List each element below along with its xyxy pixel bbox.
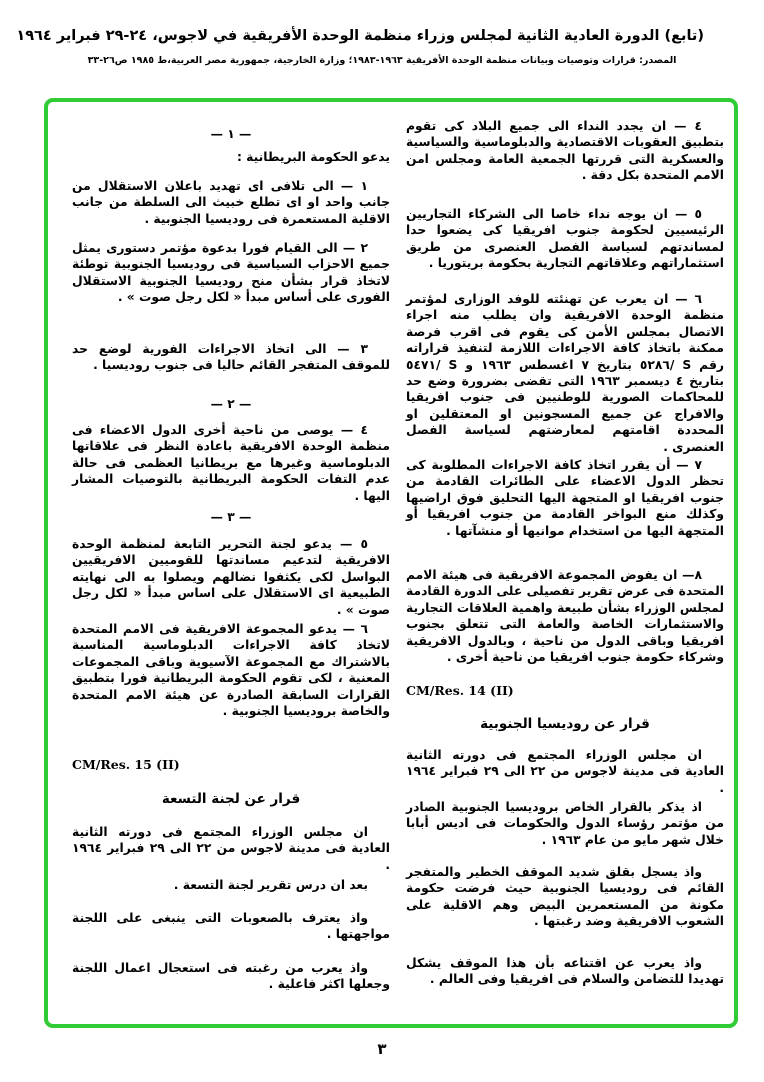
left-preamble-3: واذ يعترف بالصعوبات التى ينبغى على اللجنة مواجهتها . [72, 911, 390, 942]
preamble-1: ان مجلس الوزراء المجتمع فى دورته الثانية العادية فى مدينة لاجوس من ٢٢ الى ٢٩ فبراير ١٩٦٤ . [406, 748, 724, 795]
item-6: ٦ — يدعو المجموعة الافريقية فى الامم المتحدة لاتخاذ كافة الاجراءات الدبلوماسية المناسبة بالاشتراك مع المجموعة الآسيوية وباقى المجموعات المعنية ، لكى تقوم الحكومة البريطانية فورا بتطبيق القرارات السابقة الصادرة عن هيئة الامم المتحدة والخاصة بروديسيا الجنوبية . [72, 622, 390, 719]
item-4: ٤ — يوصى من ناحية أخرى الدول الاعضاء فى منظمة الوحدة الافريقية باعادة النظر فى علاقاتها الدبلوماسية وغيرها مع بريطانيا العظمى فى حالة عدم التفات الحكومة البريطانية بالتوصيات المشار اليها . [72, 423, 390, 503]
preamble-3: واذ يسجل بقلق شديد الموقف الخطير والمتفجر القائم فى روديسيا الجنوبية حيث فرضت حكومة مكونة من المستعمرين البيض وهم الاقلية على الشعوب الافريقية وضد رغبتها . [406, 865, 724, 929]
paragraph-7: ٧ — أن يقرر اتخاذ كافة الاجراءات المطلوبة كى تحظر الدول الاعضاء على الطائرات القادمة من جنوب افريقيا او المتجهة اليها التحليق فوق اراضيها وكذلك منع البواخر القادمة من جنوب افريقيا أو المتجهة اليها من استخدام موانيها أو منشآتها . [406, 458, 724, 538]
paragraph-5: ٥ — ان يوجه نداء خاصا الى الشركاء التجاريين الرئيسيين لحكومة جنوب افريقيا كى يضعوا حدا لمساندتهم لسياسة الفصل العنصرى من طريق استثماراتهم وعلاقاتهم التجارية بحكومة بريتوريا . [406, 207, 724, 271]
item-1: ١ — الى تلافى اى تهديد باعلان الاستقلال من جانب واحد او اى تطلع خبيث الى السلطة من جانب الاقلية المستعمرة فى روديسيا الجنوبية . [72, 179, 390, 226]
paragraph-4: ٤ — ان يجدد النداء الى جميع البلاد كى تقوم بتطبيق العقوبات الاقتصادية والدبلوماسية والسياسية والعسكرية التى قررتها الجمعية العامة ومجلس امن الامم المتحدة بكل دقة . [406, 119, 724, 183]
paragraph-8: ٨— ان يفوض المجموعة الافريقية فى هيئة الامم المتحدة فى عرض تقرير تفصيلى على الدورة القادمة لمجلس الوزراء بشأن طبيعة واهمية العلاقات التجارية والاستثمارات الخاصة والعامة التى تتعلق بجنوب افريقيا وباقى الدول من ناحية ، وبالدول الافريقية وشركاء حكومة جنوب افريقيا من ناحية أخرى . [406, 568, 724, 665]
left-preamble-1: ان مجلس الوزراء المجتمع فى دورته الثانية العادية فى مدينة لاجوس من ٢٢ الى ٢٩ فبراير ١٩٦٤ . [72, 825, 390, 872]
source-citation: المصدر: قرارات وتوصيات وبيانات منظمة الوحدة الأفريقية ١٩٦٣-١٩٨٣؛ وزارة الخارجية، جمهورية مصر العربية،ط ١٩٨٥ ص٢٦-٣٣ [87, 55, 677, 66]
left-preamble-2: بعد ان درس تقرير لجنة التسعة . [173, 878, 368, 892]
preamble-4: واذ يعرب عن اقتناعه بأن هذا الموقف يشكل تهديدا للتضامن والسلام فى افريقيا وفى العالم . [406, 956, 724, 987]
paragraph-6: ٦ — ان يعرب عن تهنئته للوفد الوزارى لمؤتمر منظمة الوحدة الافريقية وان يطلب منه اجراء الاتصال بمجلس الأمن كى يقوم فى اقرب فرصة ممكنة باتخاذ كافة الاجراءات اللازمة لتنفيذ قراراته رقم S /٥٢٨٦ بتاريخ ٧ اغسطس ١٩٦٣ و S /٥٤٧١ بتاريخ ٤ ديسمبر ١٩٦٣ التى تقضى بضرورة وضع حد للمحاكمات الصورية للوطنيين فى جنوب افريقيا والافراج عن جميع المسجونين او المعتقلين او المحددة اقامتهم لمعارضتهم لسياسة الفصل العنصرى . [406, 292, 724, 454]
item-2: ٢ — الى القيام فورا بدعوة مؤتمر دستورى يمثل جميع الاحزاب السياسية فى روديسيا الجنوبية توطئة لاتخاذ قرار بشأن منح روديسيا الجنوبية الاستقلال الفورى على أساس مبدأ « لكل رجل صوت » . [72, 241, 390, 305]
resolution-title-15: قرار عن لجنة التسعة [161, 791, 301, 807]
resolution-code-14: CM/Res. 14 (II) [406, 683, 514, 698]
item-5: ٥ — يدعو لجنة التحرير التابعة لمنظمة الوحدة الافريقية لتدعيم مساندتها للقوميين الافريقيين البواسل لكى يكثفوا نضالهم ويصلوا به الى نهايته الطبيعية اى الاستقلال على اساس مبدأ « لكل رجل صوت » . [72, 537, 390, 617]
resolution-code-15: CM/Res. 15 (II) [72, 757, 180, 772]
resolution-title-14: قرار عن روديسيا الجنوبية [480, 716, 650, 732]
preamble-2: اذ يذكر بالقرار الخاص بروديسيا الجنوبية الصادر من مؤتمر رؤساء الدول والحكومات فى اديس أبابا خلال شهر مايو من عام ١٩٦٣ . [406, 800, 724, 847]
page-number: ٣ [377, 1040, 387, 1058]
section-3-heading: — ٣ — [210, 510, 252, 524]
intro-line: يدعو الحكومة البريطانية : [236, 150, 390, 164]
left-preamble-4: واذ يعرب من رغبته فى استعجال اعمال اللجنة وجعلها اكثر فاعلية . [72, 961, 390, 992]
section-2-heading: — ٢ — [210, 397, 252, 411]
item-3: ٣ — الى اتخاذ الاجراءات الفورية لوضع حد للموقف المتفجر القائم حاليا فى جنوب روديسيا . [72, 342, 390, 373]
document-title: (تابع) الدورة العادية الثانية لمجلس وزراء منظمة الوحدة الأفريقية في لاجوس، ٢٤-٢٩ فبراير ١٩٦٤ [16, 28, 704, 44]
section-1-heading: — ١ — [210, 127, 252, 141]
